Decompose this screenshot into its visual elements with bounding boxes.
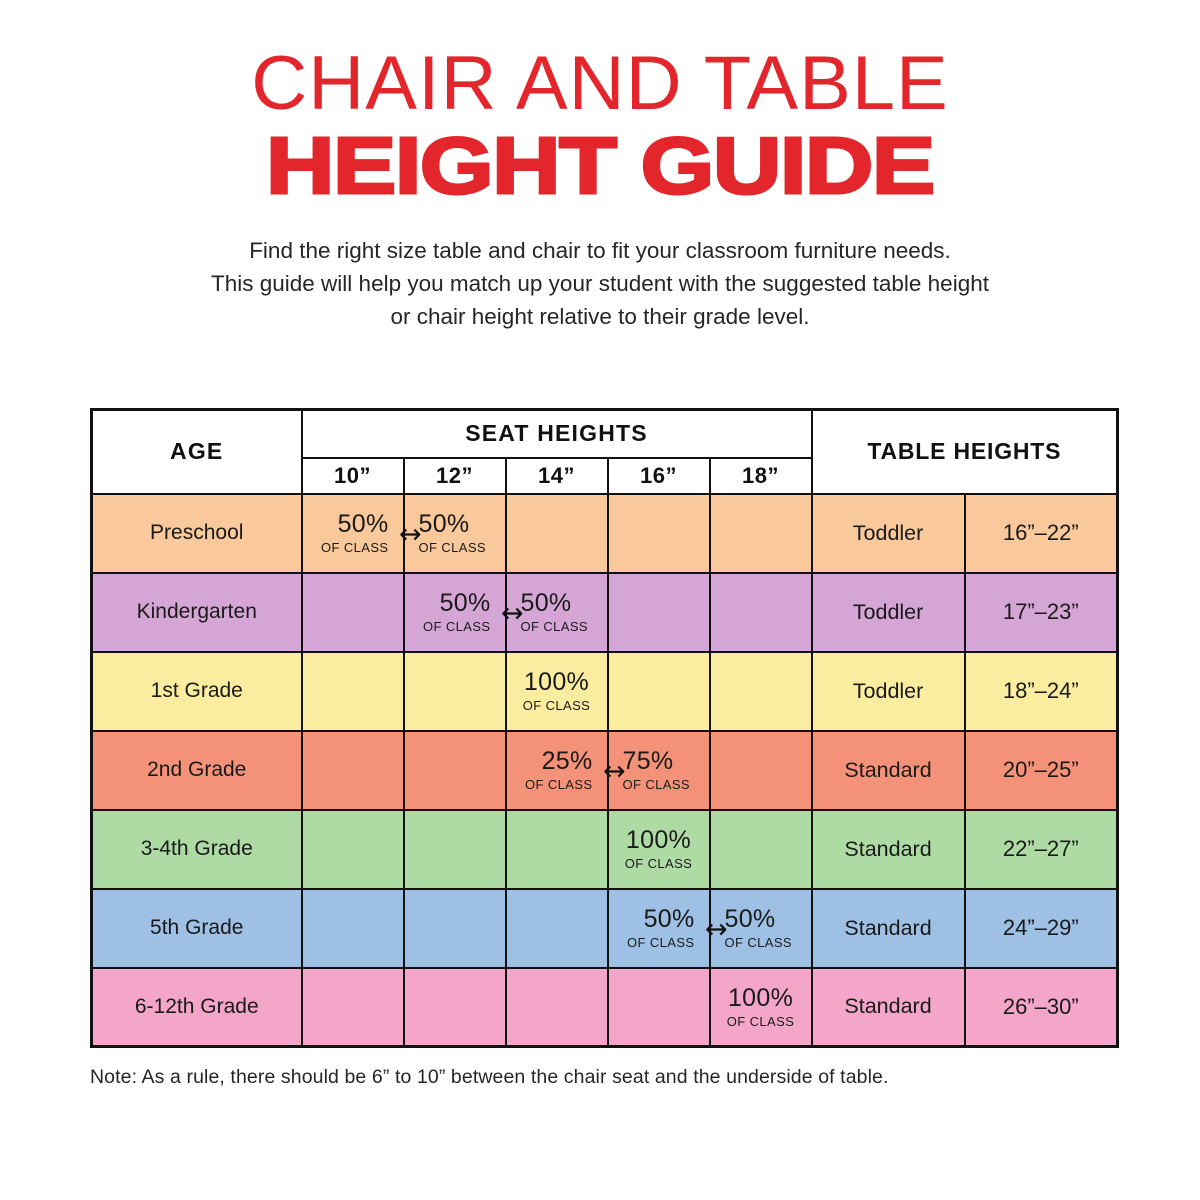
cell-age: 3-4th Grade <box>92 810 302 889</box>
seat-of-class-label: OF CLASS <box>418 540 486 555</box>
table-row <box>92 889 1118 968</box>
cell-seat-3 <box>608 731 710 810</box>
header-table-heights: TABLE HEIGHTS <box>812 410 1118 494</box>
header-seat-size-3: 16” <box>608 458 710 494</box>
cell-seat-4 <box>710 652 812 731</box>
seat-percent-value: 50% <box>724 905 776 933</box>
cell-table-type: Toddler <box>812 494 965 573</box>
seat-percent-value: 50% <box>439 589 491 617</box>
cell-seat-3 <box>608 889 728 968</box>
subtitle-line-2: This guide will help you match up your student with the suggested table height <box>211 271 989 297</box>
table-row <box>92 573 1118 652</box>
cell-seat-2 <box>506 731 626 810</box>
split-arrow-icon: ↔ <box>602 755 626 787</box>
seat-percent-value: 100% <box>625 826 692 854</box>
cell-table-range: 26”–30” <box>965 968 1118 1047</box>
cell-seat-1 <box>404 731 506 810</box>
footer-note: Note: As a rule, there should be 6” to 10” between the chair seat and the underside of table. <box>90 1066 889 1088</box>
cell-age: Preschool <box>92 494 302 573</box>
cell-age: 2nd Grade <box>92 731 302 810</box>
cell-table-range: 17”–23” <box>965 573 1118 652</box>
seat-percent-block <box>405 574 505 651</box>
cell-table-type: Standard <box>812 731 965 810</box>
seat-percent-value: 100% <box>523 668 590 696</box>
cell-table-type: Standard <box>812 889 965 968</box>
cell-seat-2 <box>506 968 608 1047</box>
cell-seat-2 <box>506 810 608 889</box>
cell-seat-4 <box>710 810 812 889</box>
cell-seat-0 <box>302 494 422 573</box>
table-body <box>92 494 1118 1047</box>
seat-of-class-label: OF CLASS <box>724 935 792 950</box>
seat-of-class-label: OF CLASS <box>520 619 588 634</box>
cell-seat-0 <box>302 573 404 652</box>
seat-of-class-label: OF CLASS <box>423 619 491 634</box>
cell-seat-0 <box>302 810 404 889</box>
cell-table-type: Standard <box>812 810 965 889</box>
seat-percent-block <box>507 653 607 730</box>
cell-seat-4 <box>710 968 812 1047</box>
seat-percent-value: 50% <box>643 905 695 933</box>
cell-table-range: 20”–25” <box>965 731 1118 810</box>
cell-seat-0 <box>302 652 404 731</box>
header-row-top <box>92 410 1118 458</box>
cell-seat-0 <box>302 731 404 810</box>
seat-percent-value: 100% <box>727 983 794 1012</box>
page-title-line-1: CHAIR AND TABLE <box>251 41 949 126</box>
seat-percent-block <box>609 811 709 888</box>
cell-age: 1st Grade <box>92 652 302 731</box>
cell-table-range: 18”–24” <box>965 652 1118 731</box>
page-title-line-2: HEIGHT GUIDE <box>266 121 934 211</box>
cell-seat-4 <box>710 889 812 968</box>
seat-percent-block <box>609 732 709 809</box>
cell-age: 5th Grade <box>92 889 302 968</box>
cell-table-range: 24”–29” <box>965 889 1118 968</box>
seat-percent-block <box>303 495 403 572</box>
cell-seat-1 <box>404 652 506 731</box>
cell-seat-0 <box>302 889 404 968</box>
table-row <box>92 494 1118 573</box>
seat-of-class-label: OF CLASS <box>525 777 593 792</box>
table-row <box>92 968 1118 1047</box>
cell-seat-2 <box>506 652 608 731</box>
seat-of-class-label: OF CLASS <box>627 935 695 950</box>
cell-seat-1 <box>404 889 506 968</box>
seat-percent-value: 50% <box>418 510 470 538</box>
guide-table-wrapper <box>90 408 1116 1048</box>
seat-percent-block <box>609 890 709 967</box>
table-head <box>92 410 1118 494</box>
cell-seat-4 <box>710 731 812 810</box>
cell-table-range: 16”–22” <box>965 494 1118 573</box>
cell-table-type: Toddler <box>812 652 965 731</box>
header-seat-size-0: 10” <box>302 458 404 494</box>
cell-seat-3 <box>608 652 710 731</box>
cell-seat-3 <box>608 494 710 573</box>
header-seat-heights: SEAT HEIGHTS <box>302 410 812 458</box>
cell-seat-4 <box>710 573 812 652</box>
seat-percent-block <box>507 732 607 809</box>
header-seat-size-1: 12” <box>404 458 506 494</box>
seat-percent-value: 25% <box>541 747 593 775</box>
seat-of-class-label: OF CLASS <box>622 777 690 792</box>
seat-percent-block <box>507 574 607 651</box>
cell-seat-2 <box>506 573 608 652</box>
seat-percent-value: 50% <box>520 589 572 617</box>
cell-age: 6-12th Grade <box>92 968 302 1047</box>
cell-table-type: Standard <box>812 968 965 1047</box>
cell-age: Kindergarten <box>92 573 302 652</box>
seat-percent-value: 50% <box>337 510 389 538</box>
cell-table-type: Toddler <box>812 573 965 652</box>
seat-of-class-label: OF CLASS <box>726 1013 795 1029</box>
split-arrow-icon: ↔ <box>500 597 524 629</box>
cell-seat-1 <box>404 494 506 573</box>
cell-table-range: 22”–27” <box>965 810 1118 889</box>
header-seat-size-4: 18” <box>710 458 812 494</box>
chair-table-height-table <box>90 408 1119 1048</box>
cell-seat-1 <box>404 573 524 652</box>
table-row <box>92 731 1118 810</box>
subtitle-line-3: or chair height relative to their grade level. <box>390 304 810 330</box>
cell-seat-1 <box>404 968 506 1047</box>
table-row <box>92 652 1118 731</box>
table-row <box>92 810 1118 889</box>
seat-percent-block <box>405 495 505 572</box>
header-seat-size-2: 14” <box>506 458 608 494</box>
subtitle-line-1: Find the right size table and chair to fit your classroom furniture needs. <box>249 238 951 264</box>
seat-percent-block <box>711 969 811 1046</box>
cell-seat-3 <box>608 573 710 652</box>
cell-seat-2 <box>506 494 608 573</box>
split-arrow-icon: ↔ <box>704 913 728 945</box>
seat-percent-value: 75% <box>622 747 674 775</box>
seat-percent-block <box>711 890 811 967</box>
seat-of-class-label: OF CLASS <box>522 698 591 713</box>
header-age: AGE <box>92 410 302 494</box>
cell-seat-3 <box>608 810 710 889</box>
cell-seat-1 <box>404 810 506 889</box>
seat-of-class-label: OF CLASS <box>321 540 389 555</box>
title-block <box>0 0 1200 211</box>
cell-seat-3 <box>608 968 710 1047</box>
subtitle <box>100 234 1100 333</box>
cell-seat-2 <box>506 889 608 968</box>
split-arrow-icon: ↔ <box>398 518 422 550</box>
cell-seat-0 <box>302 968 404 1047</box>
seat-of-class-label: OF CLASS <box>624 856 693 871</box>
cell-seat-4 <box>710 494 812 573</box>
